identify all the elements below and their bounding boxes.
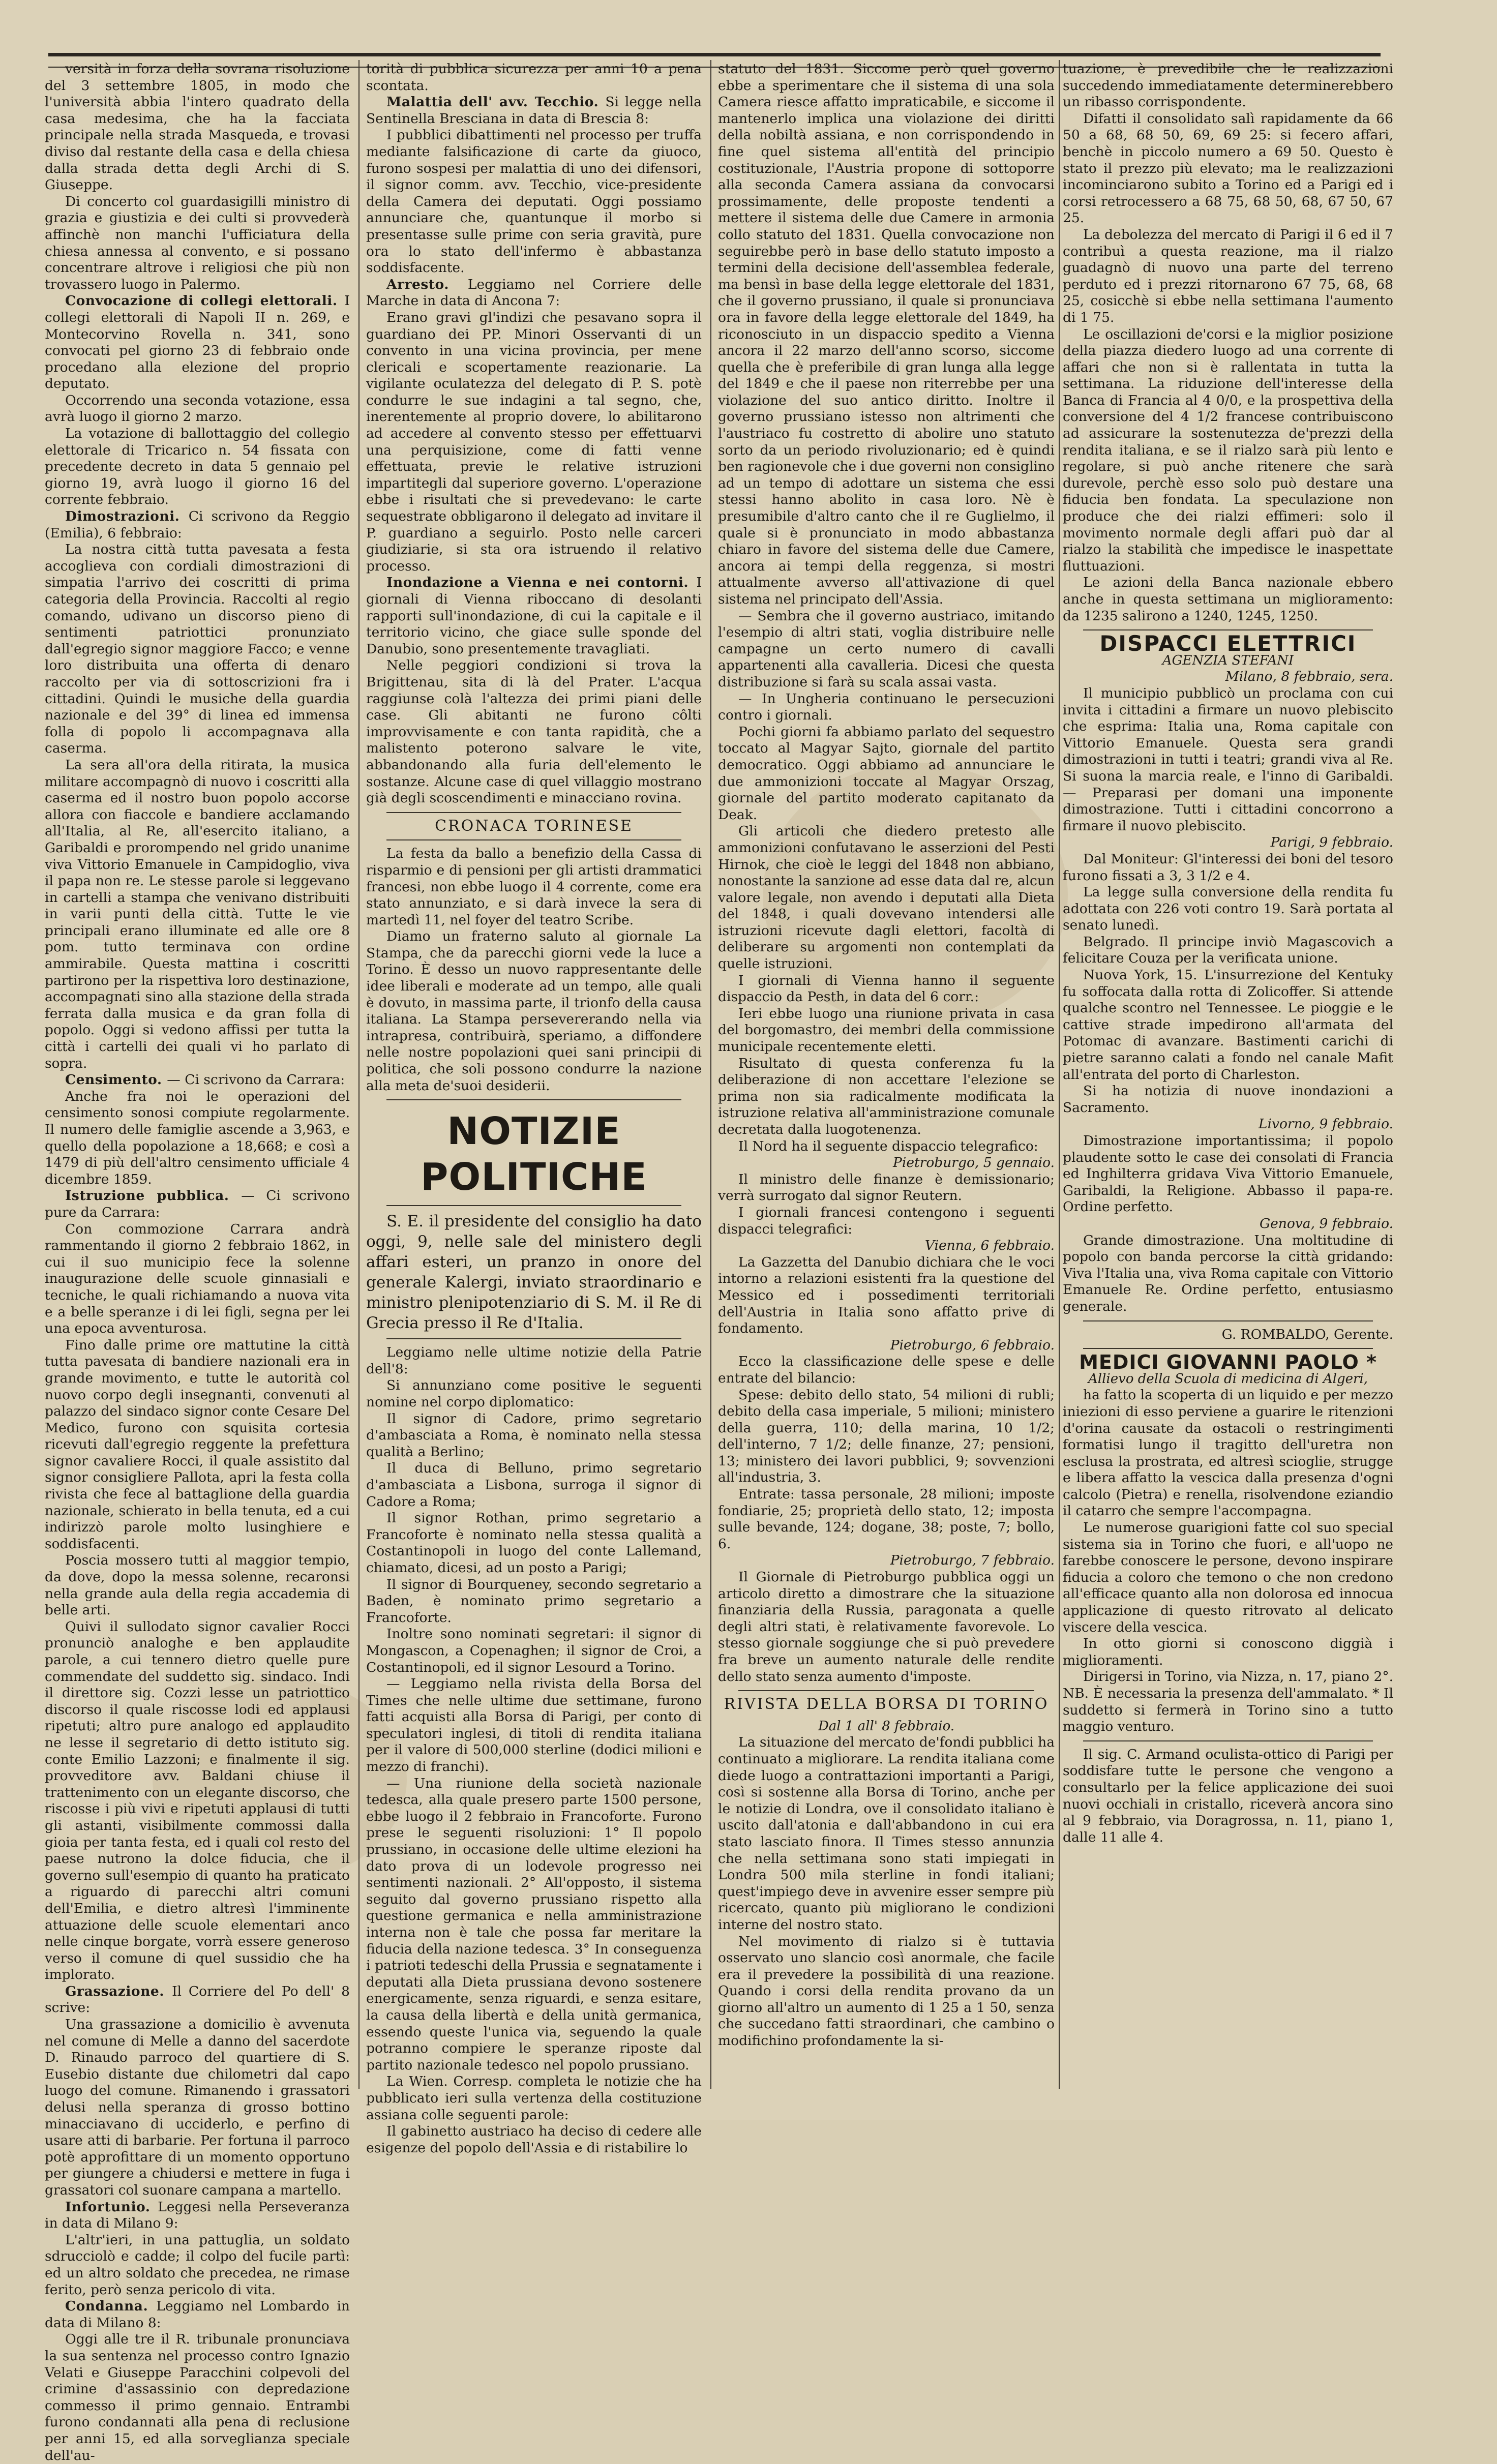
article-text: Quivi il sullodato signor cavalier Rocci pronunciò analoghe e ben applaudite parole, a cui tennero dietro quelle pure commendate del suddetto sig. sindaco. Indi il direttore sig. Cozzi lesse un patriottico discorso il quale riscosse lodi ed applausi ripetuti; altro pure analogo ed applaudito ne lesse il segretario di detto istituto sig. conte Emilio Lazzoni; e finalmente il sig. provveditore avv. Baldani chiuse il trattenimento con un elegante discorso, che riscosse i più vivi e ripetuti applausi di tutti gli astanti, visibilmente commossi dalla gioia per tanta festa, ed i quali col resto del paese nutrono la dolce fiducia, che il governo sull'esempio di quanto ha praticato a riguardo di parecchi altri comuni dell'Emilia, e dietro altresì l'imminente attuazione delle scuole elementari anco nelle cinque borgate, vorrà essere generoso verso il comune di quel sussidio che ha implorato. <box>45 1618 350 1983</box>
paragraph <box>1063 1233 1393 1315</box>
paragraph <box>718 823 1055 972</box>
article-text: Belgrado. Il principe inviò Magascovich a felicitare Couza per la verificata unione. <box>1063 934 1393 967</box>
paragraph <box>366 94 702 127</box>
article-text: I giornali francesi contengono i seguenti dispacci telegrafici: <box>718 1204 1055 1237</box>
article-text: Pochi giorni fa abbiamo parlato del sequestro toccato al Magyar Sajto, giornale del partito democratico. Oggi abbiamo ad annunciare le due ammonizioni toccate al Magyar Orszag, giornale del partito moderato capitanato da Deak. <box>718 724 1055 823</box>
article-text: In otto giorni si conoscono diggià i miglioramenti. <box>1063 1636 1393 1668</box>
article-text: La nostra città tutta pavesata a festa accoglieva con cordiali dimostrazioni di simpatia l'arrivo dei coscritti di prima categoria della Provincia. Raccolti al regio comando, udivano un discorso pieno di sentimenti patriottici pronunziato dall'egregio signor maggiore Facco; e venne loro distribuita una offerta di denaro raccolto per via di sottoscrizioni fra i cittadini. Quindi le musiche della guardia nazionale e del 39° di linea ed immensa folla di popolo li accompagnava alla caserma. <box>45 542 350 757</box>
article-text: — In Ungheria continuano le persecuzioni contro i giornali. <box>718 690 1055 724</box>
paragraph <box>45 293 350 393</box>
paragraph <box>366 1344 702 1377</box>
paragraph <box>366 2123 702 2156</box>
section-rule <box>386 1099 681 1100</box>
paragraph <box>718 691 1055 724</box>
article-text: Il gabinetto austriaco ha deciso di cedere alle esigenze del popolo dell'Assia e di ristabilire lo <box>366 2123 702 2156</box>
article-text: Una grassazione a domicilio è avvenuta nel comune di Melle a danno del sacerdote D. Rinaudo parroco del quartiere di S. Eusebio distante due chilometri dal capo luogo del comune. Rimanendo i grassatori delusi nella speranza di grosso bottino minacciavano di ucciderlo, e perfino di usare atti di barbarie. Per fortuna il parroco potè approfittare di un momento opportuno per giungere a chiudersi e mettere in fuga i grassatori col suonare campana a martello. <box>45 2017 350 2198</box>
column-divider <box>710 60 711 2089</box>
paragraph <box>45 1552 350 1618</box>
article-text: Nelle peggiori condizioni si trova la Brigittenau, sita di là del Prater. L'acqua raggiunse colà l'altezza dei primi piani delle case. Gli abitanti ne furono côlti improvvisamente e con tanta rapidità, che a malistento poterono salvare le vite, abbandonando alla furia dell'elemento le sostanze. Alcune case di quel villaggio mostrano già degli scoscendimenti e minacciano rovina. <box>366 657 702 806</box>
article-text: statuto del 1831. Siccome però quel governo ebbe a sperimentare che il sistema di una sola Camera riesce affatto impraticabile, e siccome il mantenerlo implica una violazione dei diritti della nobiltà assiana, e non corrispondendo in fine quel sistema all'entità del principio costituzionale, l'Austria propone di sottoporre alla seconda Camera assiana da convocarsi prossimamente, delle proposte tendenti a mettere il sistema delle due Camere in armonia collo statuto del 1831. Quella convocazione non seguirebbe però in base dello statuto imposto a termini della decisione dell'assemblea federale, ma bensì in base della legge elettorale del 1831, che il governo prussiano, il quale si pronunciava ora in favore della legge elettorale del 1849, ha riconosciuto in un dispaccio spedito a Vienna ancora il 22 marzo dell'anno scorso, siccome quella che è preferibile di gran lunga alla legge del 1849 e che il paese non riterrebbe per una violazione del suo antico diritto. Inoltre il governo prussiano istesso non altrimenti che l'austriaco fu costretto di abolire uno statuto sorto da un periodo rivoluzionario; ed è quindi ben ragionevole che i due governi non consiglino ad un tempo di adottare un sistema che essi stessi hanno abolito in casa loro. Nè è presumibile d'altro canto che il re Guglielmo, il quale si è pronunciato in modo abbastanza chiaro in favore del sistema delle due Camere, ancora ai tempi della reggenza, si mostri attualmente avverso all'attivazione di quel sistema nel principato dell'Assia. <box>718 61 1055 607</box>
paragraph <box>1063 61 1393 111</box>
article-text: Il Nord ha il seguente dispaccio telegrafico: <box>738 1138 1038 1154</box>
article-heading: Infortunio. <box>65 2199 158 2215</box>
column-2 <box>366 61 702 2156</box>
paragraph <box>718 1205 1055 1238</box>
paragraph <box>366 1377 702 1410</box>
paragraph <box>45 2232 350 2298</box>
article-text: Si annunziano come positive le seguenti nomine nel corpo diplomatico: <box>366 1377 702 1410</box>
article-text: tuazione, è prevedibile che le realizzazioni succedendo immediatamente determinerebbero un ribasso corrispondente. <box>1063 61 1393 110</box>
article-text: Leggiamo nel Lombardo in data di Milano 8: <box>45 2298 350 2331</box>
article-text: I giornali di Vienna riboccano di desolanti rapporti sull'inondazione, di cui la capitale e il territorio vicino, che giace sulle sponde del Danubio, sono presentemente travagliati. <box>366 575 702 657</box>
medici-heading: MEDICI GIOVANNI PAOLO * <box>1079 1351 1377 1374</box>
paragraph <box>718 724 1055 824</box>
subsection-heading: Dal 1 all' 8 febbraio. <box>818 1718 955 1734</box>
paragraph <box>45 757 350 1072</box>
paragraph <box>1063 1387 1393 1520</box>
paragraph <box>45 1619 350 1984</box>
column-divider <box>358 60 360 2089</box>
paragraph <box>718 1138 1055 1155</box>
paragraph <box>45 2017 350 2199</box>
article-text: Ci scrivono da Reggio (Emilia), 6 febbraio: <box>45 508 350 541</box>
paragraph <box>45 393 350 426</box>
paragraph <box>718 1734 1055 1933</box>
paragraph <box>366 1626 702 1676</box>
article-text: Si ha notizia di nuove inondazioni a Sacramento. <box>1063 1083 1393 1116</box>
paragraph <box>718 1934 1055 2050</box>
article-text: I collegi elettorali di Napoli II n. 269, e Montecorvino Rovella n. 341, sono convocati pel giorno 23 di febbraio onde procedano alla elezione del proprio deputato. <box>45 293 350 392</box>
article-text: Erano gravi gl'indizi che pesavano sopra il guardiano dei PP. Minori Osservanti di un convento in una vicina provincia, per mene clericali e scopertamente reazionarie. La vigilante oculatezza del delegato di P. S. potè condurre le sue indagini a tal segno, che, inerentemente al proprio dovere, lo abilitarono ad accedere al convento stesso per effettuarvi una perquisizione, come di fatti venne effettuata, previe le relative istruzioni impartitegli dal superiore governo. L'operazione ebbe i risultati che si prevedevano: le carte sequestrate obbligarono il delegato ad invitare il P. guardiano a seguirlo. Posto nelle carceri giudiziarie, si sta ora istruendo il relativo processo. <box>366 309 702 574</box>
article-text: La festa da ballo a benefizio della Cassa di risparmio e di pensioni per gli artisti drammatici francesi, non ebbe luogo il 4 corrente, come era stato annunziato, e si darà invece la sera di martedì 11, nel foyer del teatro Scribe. <box>366 846 702 928</box>
paragraph <box>366 310 702 575</box>
paragraph <box>45 61 350 194</box>
paragraph <box>366 127 702 276</box>
bigtitle-heading: NOTIZIE POLITICHE <box>421 1109 647 1199</box>
paragraph <box>45 1072 350 1089</box>
paragraph <box>366 1577 702 1627</box>
paragraph <box>718 61 1055 608</box>
article-text: Spese: debito dello stato, 54 milioni di rubli; debito della casa imperiale, 5 milioni; ministero della guerra, 110; della marina, 10 1/2; dell'interno, 7 1/2; delle finanze, 27; pensioni, 13; ministero dei lavori pubblici, 9; sovvenzioni all'industria, 3. <box>718 1387 1055 1486</box>
dateline-heading: Livorno, 9 febbraio. <box>1258 1116 1393 1132</box>
paragraph <box>366 657 702 806</box>
section-rule <box>738 1690 1034 1691</box>
dateline-heading: Parigi, 9 febbraio. <box>1270 834 1393 851</box>
column-4 <box>1063 61 1393 2090</box>
article-heading: Convocazione di collegi elettorali. <box>65 293 345 309</box>
article-text: Dal Moniteur: Gl'interessi dei boni del tesoro furono fissati a 3, 3 1/2 e 4. <box>1063 851 1393 884</box>
paragraph <box>1063 111 1393 227</box>
article-text: Difatti il consolidato salì rapidamente da 66 50 a 68, 68 50, 69, 69 25: si fecero affari, benchè in piccolo numero a 69 50. Questo è stato il prezzo più elevato; ma le realizzazioni incominciarono subito a Torino ed a Parigi ed i corsi retrocessero a 68 75, 68 50, 68, 67 50, 67 25. <box>1063 110 1393 226</box>
article-text: La debolezza del mercato di Parigi il 6 ed il 7 contribuì a questa reazione, ma il rialzo guadagnò di nuovo una parte del terreno perduto ed i prezzi ritornarono 67 75, 68, 68 25, cosicchè si ebbe nella settimana l'aumento di 1 75. <box>1063 226 1393 325</box>
article-text: Leggiamo nelle ultime notizie della Patrie dell'8: <box>366 1344 702 1377</box>
paragraph <box>366 1510 702 1576</box>
paragraph <box>718 1354 1055 1387</box>
paragraph <box>45 1089 350 1188</box>
article-heading: Arresto. <box>386 276 468 292</box>
article-heading: Malattia dell' avv. Tecchio. <box>386 94 606 110</box>
paragraph <box>366 61 702 94</box>
article-heading: Dimostrazioni. <box>65 508 189 525</box>
paragraph <box>1063 1133 1393 1216</box>
paragraph <box>1063 1636 1393 1669</box>
article-text: Dirigersi in Torino, via Nizza, n. 17, piano 2°. NB. È necessaria la presenza dell'ammalato. * Il suddetto si fermerà in Torino sino a tutto maggio venturo. <box>1063 1669 1393 1735</box>
paragraph <box>45 1188 350 1221</box>
section-rule <box>386 812 681 813</box>
article-text: Nuova York, 15. L'insurrezione del Kentuky fu soffocata dalla rotta di Zolicoffer. Si attende qualche scontro nel Tennessee. Le pioggie e le cattive strade impedirono all'armata del Potomac di avanzare. Bastimenti carichi di pietre saranno calati a fondo nel canale Mafit all'entrata del porto di Charleston. <box>1063 967 1393 1083</box>
section-rule <box>1083 629 1373 630</box>
article-text: Le azioni della Banca nazionale ebbero anche in questa settimana un miglioramento: da 1235 salirono a 1240, 1245, 1250. <box>1063 575 1393 624</box>
article-text: — Una riunione della società nazionale tedesca, alla quale presero parte 1500 persone, ebbe luogo il 2 febbraio in Francoforte. Furono prese le seguenti risoluzioni: 1° Il popolo prussiano, in occasione delle ultime elezioni ha dato prova di un lodevole progresso nei sentimenti nazionali. 2° All'opposto, il sistema seguito dal governo prussiano rispetto alla questione germanica e nella amministrazione interna non è tale che possa far meritare la fiducia della nazione tedesca. 3° In conseguenza i patrioti tedeschi della Prussia e segnatamente i deputati alla Dieta prussiana devono sostenere energicamente, senza riguardi, e senza esitare, la causa della libertà e della unità germanica, essendo queste l'unica via, seguendo la quale potranno compiere le speranze riposte dal partito nazionale tedesco nel popolo prussiano. <box>366 1775 702 2073</box>
article-heading: Condanna. <box>65 2298 157 2315</box>
article-text: versità in forza della sovrana risoluzione del 3 settembre 1805, in modo che l'università abbia l'intero quadrato della casa medesima, che ha la facciata principale nella strada Masqueda, e trovasi diviso dal restante della casa e della chiesa dalla strada detta degli Archi di S. Giuseppe. <box>45 61 350 193</box>
article-text: Le oscillazioni de'corsi e la miglior posizione della piazza diedero luogo ad una corrente di affari che non si è rallentata in tutta la settimana. La riduzione dell'interesse della Banca di Francia al 4 0/0, e la prospettiva della conversione del 4 1/2 francese contribuiscono ad assicurare la sostenutezza de'prezzi della rendita italiana, e se il rialzo sarà più lento e regolare, si può anche ritenere che sarà durevole, perchè esso solo può destare una fiducia ben fondata. La speculazione non produce che dei rialzi effimeri: solo il movimento normale degli affari può dar al rialzo la stabilità che impedisce le inaspettate fluttuazioni. <box>1063 326 1393 574</box>
paragraph <box>1063 685 1393 834</box>
article-text: Leggesi nella Perseveranza in data di Milano 9: <box>45 2199 350 2232</box>
article-text: Il sig. C. Armand oculista-ottico di Parigi per soddisfare tutte le persone che vengono a consultarlo per la felice applicazione dei suoi nuovi occhiali in cristallo, riceverà ancora sino al 9 febbraio, via Doragrossa, n. 11, piano 1, dalle 11 alle 4. <box>1063 1746 1393 1845</box>
paragraph <box>366 1676 702 1776</box>
paragraph <box>45 1337 350 1553</box>
article-text: ha fatto la scoperta di un liquido e per mezzo iniezioni di esso perviene a guarire le ritenzioni d'orina causate da ostacoli o restringimenti formatisi lungo il tragitto dell'uretra non esclusa la prostrata, ed altresì scioglie, strugge e libera affatto la vescica dalla presenza d'ogni calcolo (Pietra) e renella, risolvendone eziandio il catarro che sempre l'accompagna. <box>1063 1387 1393 1519</box>
article-text: La situazione del mercato de'fondi pubblici ha continuato a migliorare. La rendita italiana come diede luogo a contrattazioni importanti a Parigi, così si sostenne alla Borsa di Torino, anche per le notizie di Londra, ove il consolidato italiano è uscito dall'atonia e dall'abbandono in cui era stato lasciato finora. Il Times stesso annunzia che nella settimana sono stati impiegati in Londra 500 mila sterline in fondi italiani; quest'impiego deve in avvenire esser sempre più ricercato, quanto più migliorano le condizioni interne del nostro stato. <box>718 1734 1055 1933</box>
paragraph <box>1063 934 1393 967</box>
paragraph <box>1063 227 1393 326</box>
article-text: Oggi alle tre il R. tribunale pronunciava la sua sentenza nel processo contro Ignazio Velati e Giuseppe Paracchini colpevoli del crimine d'assassinio con depredazione commesso il primo gennaio. Entrambi furono condannati alla pena di reclusione per anni 15, ed alla sorveglianza speciale dell'au- <box>45 2331 350 2463</box>
article-text: Le numerose guarigioni fatte col suo special sistema sia in Torino che fuori, e all'uopo ne farebbe conoscere le persone, devono inspirare fiducia a coloro che temono o che non credono all'efficace quanto alla non dolorosa ed innocua applicazione di questo ritrovato al delicato viscere della vescica. <box>1063 1520 1393 1635</box>
article-text: Con commozione Carrara andrà rammentando il giorno 2 febbraio 1862, in cui il suo municipio fece la solenne inaugurazione delle scuole ginnasiali e tecniche, le quali richiamando a nuova vita e a belle speranze i di lei figli, segna per lei una epoca avventurosa. <box>45 1221 350 1337</box>
paragraph <box>718 1254 1055 1337</box>
dateline-heading: Pietroburgo, 5 gennaio. <box>893 1155 1055 1171</box>
paragraph <box>1063 851 1393 884</box>
paragraph <box>718 1006 1055 1056</box>
article-heading: Censimento. <box>65 1072 167 1088</box>
article-text: Di concerto col guardasigilli ministro di grazia e giustizia e dei culti si provvederà affinchè non manchi l'ufficiatura della chiesa annessa al convento, e si possano concentrare altrove i religiosi che più non trovassero luogo in Palermo. <box>45 193 350 292</box>
article-text: Si legge nella Sentinella Bresciana in data di Brescia 8: <box>366 94 702 127</box>
section-rule <box>1083 1740 1373 1741</box>
paragraph <box>718 608 1055 691</box>
article-text: La Wien. Corresp. completa le notizie che ha pubblicato ieri sulla vertenza della costituzione assiana colle seguenti parole: <box>366 2074 702 2123</box>
agenzia-heading: AGENZIA STEFANI <box>1162 652 1294 668</box>
paragraph <box>45 508 350 542</box>
paragraph <box>366 846 702 928</box>
article-text: — Ci scrivono pure da Carrara: <box>45 1188 350 1220</box>
article-text: S. E. il presidente del consiglio ha dato oggi, 9, nelle sale del ministero degli affari esteri, un pranzo in onore del generale Kalergi, inviato straordinario e ministro plenipotenziario di S. M. il Re di Grecia presso il Re d'Italia. <box>366 1212 702 1333</box>
article-text: Il signor di Bourqueney, secondo segretario a Baden, è nominato primo segretario a Francoforte. <box>366 1576 702 1626</box>
article-text: Dimostrazione importantissima; il popolo plaudente sotto le case dei consolati di Francia ed Inghilterra gridava Viva Vittorio Emanuele, Garibaldi, la Religione. Abbasso il papa-re. Ordine perfetto. <box>1063 1133 1393 1215</box>
article-text: Leggiamo nel Corriere delle Marche in data di Ancona 7: <box>366 276 702 309</box>
paragraph <box>45 1984 350 2017</box>
article-text: L'altr'ieri, in una pattuglia, un soldato sdrucciolò e cadde; il colpo del fucile partì: ed un altro soldato che precedea, ne rimase ferito, però senza pericolo di vita. <box>45 2232 350 2298</box>
article-text: Il municipio pubblicò un proclama con cui invita i cittadini a firmare un nuovo plebiscito che esprima: Italia una, Roma capitale con Vittorio Emanuele. Questa sera grandi dimostrazioni in tutti i teatri; grandi viva al Re. Si suona la marcia reale, e l'inno di Garibaldi. — Preparasi per domani una imponente dimostrazione. Tutti i cittadini concorrono a firmare il nuovo plebiscito. <box>1063 685 1393 834</box>
paragraph <box>45 194 350 293</box>
article-text: Il Corriere del Po dell' 8 scrive: <box>45 1983 350 2016</box>
article-text: Diamo un fraterno saluto al giornale La Stampa, che da parecchi giorni vede la luce a Torino. È desso un nuovo rappresentante delle idee liberali e moderate ad un tempo, alle quali è dovuto, in massima parte, il trionfo della causa italiana. La Stampa persevererando nella via intrapresa, contribuirà, speriamo, a diffondere nelle nostre popolazioni quei sani principii di politica, che soli possono condurre la nazione alla meta de'suoi desiderii. <box>366 928 702 1094</box>
article-text: Gli articoli che diedero pretesto alle ammonizioni confutavano le asserzioni del Pesti Hirnok, che cioè le leggi del 1848 non abbiano, nonostante la sanzione ad esse data dal re, alcun valore legale, non avendo i deputati alla Dieta del 1848, i quali dovevano intendersi alle istruzioni ricevute dagli elettori, facoltà di deliberare su argomenti non contemplati da quelle istruzioni. <box>718 823 1055 972</box>
article-text: Anche fra noi le operazioni del censimento sonosi compiute regolarmente. Il numero delle famiglie ascende a 3,963, e quello della popolazione a 18,668; e così a 1479 di più dell'altro censimento ufficiale 4 dicembre 1859. <box>45 1088 350 1187</box>
article-text: Il signor di Cadore, primo segretario d'ambasciata a Roma, è nominato nella stessa qualità a Berlino; <box>366 1410 702 1460</box>
article-text: Entrate: tassa personale, 28 milioni; imposte fondiarie, 25; proprietà dello stato, 12; imposta sulle bevande, 124; dogane, 38; poste, 7; bollo, 6. <box>718 1486 1055 1552</box>
column-3 <box>718 61 1055 2090</box>
article-heading: Inondazione a Vienna e nei contorni. <box>386 575 697 591</box>
paragraph <box>1063 326 1393 575</box>
section-rule <box>1083 1348 1373 1349</box>
paragraph <box>718 1569 1055 1685</box>
paragraph <box>718 973 1055 1006</box>
section-rule <box>386 839 681 840</box>
section-heading: RIVISTA DELLA BORSA DI TORINO <box>724 1695 1049 1714</box>
paragraph <box>366 1460 702 1510</box>
article-text: Il ministro delle finanze è demissionario; verrà surrogato dal signor Reutern. <box>718 1171 1055 1204</box>
paragraph <box>45 2298 350 2331</box>
dateline-heading: Genova, 9 febbraio. <box>1259 1215 1393 1231</box>
paragraph <box>366 2074 702 2123</box>
article-text: Poscia mossero tutti al maggior tempio, da dove, dopo la messa solenne, recaronsi nella grande aula della regia accademia di belle arti. <box>45 1552 350 1618</box>
article-text: — Sembra che il governo austriaco, imitando l'esempio di altri stati, voglia distribuire nelle campagne un certo numero di cavalli appartenenti alla cavalleria. Dicesi che questa distribuzione si farà su scala assai vasta. <box>718 608 1055 690</box>
paragraph <box>45 2331 350 2464</box>
article-text: — Leggiamo nella rivista della Borsa del Times che nelle ultime due settimane, furono fatti acquisti alla Borsa di Parigi, per conto di speculatori inglesi, di titoli di rendita italiana per il valore di 500,000 sterline (dodici milioni e mezzo di franchi). <box>366 1676 702 1775</box>
article-text: Risultato di questa conferenza fu la deliberazione di non accettare l'elezione se prima non sia radicalmente modificata la istruzione relativa all'amministrazione comunale decretata dalla luogotenenza. <box>718 1055 1055 1137</box>
section-heading: CRONACA TORINESE <box>435 817 633 835</box>
paragraph <box>718 1387 1055 1487</box>
article-text: Ieri ebbe luogo una riunione privata in casa del borgomastro, dei membri della commissione municipale recentemente eletti. <box>718 1005 1055 1055</box>
article-text: La sera all'ora della ritirata, la musica militare accompagnò di nuovo i coscritti alla caserma ed il nostro buon popolo accorse allora con fiaccole e bandiere acclamando all'Italia, al Re, all'esercito italiano, a Garibaldi e prorompendo nel grido unanime viva Vittorio Emanuele in Campidoglio, viva il papa non re. Le stesse parole si leggevano in cartelli a stampa che venivano distribuiti in varii punti della città. Tutte le vie principali erano illuminate ed alle ore 8 pom. tutto terminava con ordine ammirabile. Questa mattina i coscritti partirono per la rispettiva loro destinazione, accompagnati sino alla stazione della strada ferrata dalla musica e da gran folla di popolo. Oggi si vedono affissi per tutta la città i cartelli dei quali vi ho parlato di sopra. <box>45 757 350 1071</box>
paragraph <box>366 1211 702 1333</box>
column-1 <box>45 61 350 2463</box>
dateline-heading: Pietroburgo, 6 febbraio. <box>890 1337 1055 1353</box>
paragraph <box>45 2199 350 2232</box>
paragraph <box>1063 1669 1393 1735</box>
article-text: Il duca di Belluno, primo segretario d'ambasciata a Lisbona, surroga il signor di Cadore a Roma; <box>366 1460 702 1510</box>
dateline-heading: Vienna, 6 febbraio. <box>924 1238 1055 1254</box>
article-text: Il signor Rothan, primo segretario a Francoforte è nominato nella stessa qualità a Costantinopoli in luogo del conte Lallemand, chiamato, dicesi, ad un posto a Parigi; <box>366 1510 702 1576</box>
article-text: La votazione di ballottaggio del collegio elettorale di Tricarico n. 54 fissata con precedente decreto in data 5 gennaio pel giorno 19, avrà luogo il giorno 16 del corrente febbraio. <box>45 426 350 508</box>
paragraph <box>366 928 702 1094</box>
article-text: Il Giornale di Pietroburgo pubblica oggi un articolo diretto a dimostrare che la situazione finanziaria della Russia, paragonata a quelle degli altri stati, è relativamente favorevole. Lo stesso giornale soggiunge che si può prevedere fra breve un aumento naturale delle rendite dello stato senza aumento d'imposte. <box>718 1569 1055 1685</box>
article-text: — Ci scrivono da Carrara: <box>167 1072 345 1088</box>
paragraph <box>718 1486 1055 1552</box>
article-text: Grande dimostrazione. Una moltitudine di popolo con banda percorse la città gridando: Viva l'Italia una, viva Roma capitale con Vittorio Emanuele Re. Ordine perfetto, entusiasmo generale. <box>1063 1232 1393 1314</box>
section-rule <box>386 1205 681 1206</box>
paragraph <box>1063 575 1393 624</box>
article-text: I pubblici dibattimenti nel processo per truffa mediante falsificazione di carte da giuoco, furono sospesi per malattia di uno dei difensori, il signor comm. avv. Tecchio, vice-presidente della Camera dei deputati. Oggi possiamo annunciare che, quantunque il morbo si presentasse sulle prime con seria gravità, pure ora lo stato dell'infermo è abbastanza soddisfacente. <box>366 127 702 276</box>
article-text: torità di pubblica sicurezza per anni 10 a pena scontata. <box>366 61 702 94</box>
article-text: I giornali di Vienna hanno il seguente dispaccio da Pesth, in data del 6 corr.: <box>718 972 1055 1005</box>
paragraph <box>1063 1520 1393 1636</box>
gerente-heading: G. ROMBALDO, Gerente. <box>1221 1326 1393 1342</box>
paragraph <box>718 1056 1055 1138</box>
dateline-heading: Pietroburgo, 7 febbraio. <box>890 1552 1055 1569</box>
article-text: Inoltre sono nominati segretari: il signor di Mongascon, a Copenaghen; il signor de Croi, a Costantinopoli, ed il signor Lesourd a Torino. <box>366 1626 702 1675</box>
agenzia-heading: Allievo della Scuola di medicina di Algeri, <box>1088 1371 1368 1387</box>
paragraph <box>366 1776 702 2074</box>
article-text: Nel movimento di rialzo si è tuttavia osservato uno slancio così anormale, che facile era il prevedere la possibilità di una reazione. Quando i corsi della rendita provano da un giorno all'altro un aumento di 1 25 a 1 50, senza che succedano fatti straordinari, che cambino o modifichino profondamente la si- <box>718 1933 1055 2049</box>
paragraph <box>45 1221 350 1337</box>
paragraph <box>1063 967 1393 1083</box>
paragraph <box>45 542 350 757</box>
paragraph <box>1063 1083 1393 1116</box>
article-text: Fino dalle prime ore mattutine la città tutta pavesata di bandiere nazionali era in grande movimento, e tutte le autorità col nuovo corpo degli insegnanti, convenuti al palazzo del sindaco signor conte Cesare Del Medico, furono con squisita cortesia ricevuti dall'egregio reggente la prefettura signor cavaliere Rocci, il quale assistito dal signor consigliere Pallota, apri la festa colla rivista che fece al battaglione della guardia nazionale, schierato in bella tenuta, ed a cui indirizzò parole molto lusinghiere e soddisfacenti. <box>45 1337 350 1552</box>
column-divider <box>1059 60 1060 2089</box>
article-text: La Gazzetta del Danubio dichiara che le voci intorno a relazioni esistenti fra la questione del Messico ed i possedimenti territoriali dell'Austria in Italia sono affatto prive di fondamento. <box>718 1254 1055 1337</box>
paragraph <box>366 277 702 310</box>
paragraph <box>718 1171 1055 1205</box>
paragraph <box>366 575 702 657</box>
dispacci-heading: DISPACCI ELETTRICI <box>1099 631 1357 656</box>
article-text: Ecco la classificazione delle spese e delle entrate del bilancio: <box>718 1354 1055 1386</box>
article-heading: Grassazione. <box>65 1983 172 1999</box>
dateline-heading: Milano, 8 febbraio, sera. <box>1225 669 1393 685</box>
section-rule <box>1083 1320 1373 1321</box>
article-text: La legge sulla conversione della rendita fu adottata con 226 voti contro 19. Sarà portata al senato lunedì. <box>1063 884 1393 934</box>
paragraph <box>366 1411 702 1461</box>
article-heading: Istruzione pubblica. <box>65 1188 242 1204</box>
paragraph <box>1063 1747 1393 1846</box>
article-text: Occorrendo una seconda votazione, essa avrà luogo il giorno 2 marzo. <box>45 392 350 425</box>
section-rule <box>386 1338 681 1339</box>
paragraph <box>45 426 350 508</box>
paragraph <box>1063 884 1393 934</box>
